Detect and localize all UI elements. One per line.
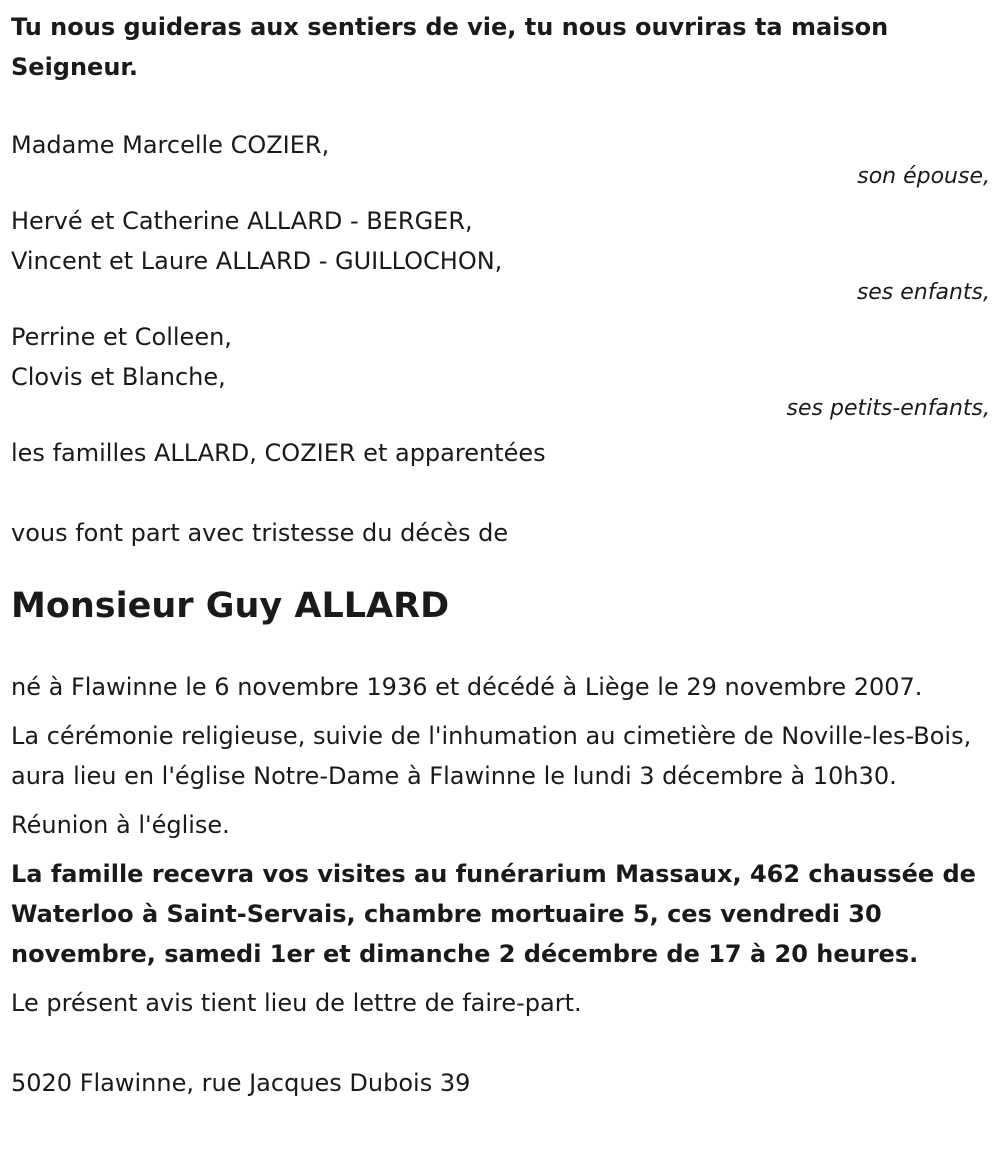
spouse-group [11, 125, 990, 189]
grandchildren-relation: ses petits-enfants, [786, 396, 990, 421]
ceremony: La cérémonie religieuse, suivie de l'inhumation au cimetière de Noville-les-Bois, aura lieu en l'église Notre-Dame à Flawinne le lundi 3 décembre à 10h30. [11, 722, 972, 790]
spouse-relation: son épouse, [857, 164, 990, 189]
children-relation: ses enfants, [856, 280, 990, 305]
spouse-name: Madame Marcelle COZIER, [11, 131, 330, 159]
children-group [11, 201, 990, 305]
child-name: Vincent et Laure ALLARD - GUILLOCHON, [11, 247, 503, 275]
families-group [11, 433, 990, 473]
reunion: Réunion à l'église. [11, 811, 230, 839]
grandchildren-group [11, 317, 990, 421]
grandchild-name: Perrine et Colleen, [11, 323, 232, 351]
visits: La famille recevra vos visites au funérarium Massaux, 462 chaussée de Waterloo à Saint-Servais, chambre mortuaire 5, ces vendredi 30 novembre, samedi 1er et dimanche 2 décembre de 17 à 20 heures. [11, 860, 976, 968]
grandchild-name: Clovis et Blanche, [11, 363, 226, 391]
address: 5020 Flawinne, rue Jacques Dubois 39 [11, 1069, 471, 1097]
announcement: vous font part avec tristesse du décès de [11, 519, 509, 547]
birth-death: né à Flawinne le 6 novembre 1936 et décédé à Liège le 29 novembre 2007. [11, 673, 923, 701]
deceased-name: Monsieur Guy ALLARD [11, 586, 450, 626]
verse: Tu nous guideras aux sentiers de vie, tu nous ouvriras ta maison Seigneur. [11, 13, 889, 81]
families-line: les familles ALLARD, COZIER et apparentées [11, 439, 546, 467]
child-name: Hervé et Catherine ALLARD - BERGER, [11, 207, 473, 235]
notice: Le présent avis tient lieu de lettre de faire-part. [11, 989, 582, 1017]
